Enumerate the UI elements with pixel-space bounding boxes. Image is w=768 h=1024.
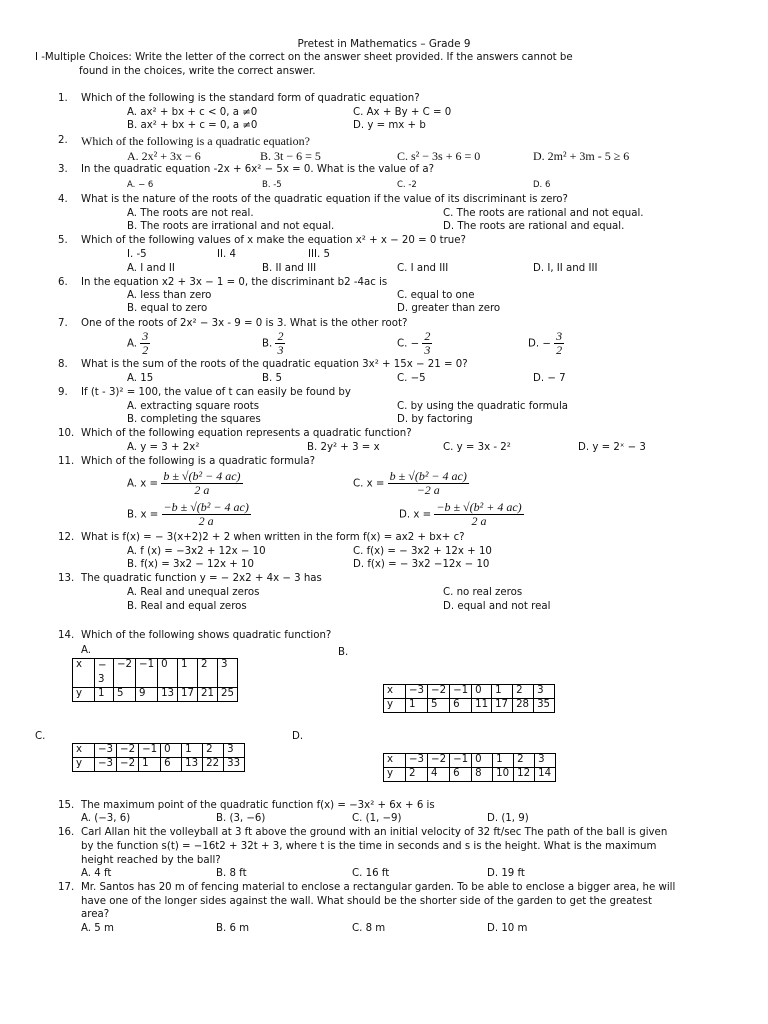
choice-d: D. The roots are rational and equal. <box>443 221 625 232</box>
table-cell: 2 <box>514 754 535 768</box>
value-ii: II. 4 <box>217 249 236 260</box>
denominator: −2 a <box>416 483 440 498</box>
choice-a: A. extracting square roots <box>127 401 260 412</box>
table-a <box>72 658 238 702</box>
table-row-y <box>384 767 556 781</box>
table-cell: −2 <box>117 757 139 771</box>
table-cell: y <box>384 698 406 712</box>
question-text-line1: Carl Allan hit the volleyball at 3 ft above the ground with an initial velocity of 32 ft/sec The path of the ball is given <box>81 827 668 838</box>
choice-c: C. equal to one <box>397 290 475 301</box>
table-cell: 17 <box>178 688 198 702</box>
choice-b: B. Real and equal zeros <box>127 601 247 612</box>
table-cell: −3 <box>95 744 117 758</box>
page-title: Pretest in Mathematics – Grade 9 <box>297 38 471 50</box>
table-cell: 1 <box>406 698 428 712</box>
question-number: 15. <box>58 800 75 811</box>
denominator: 3 <box>277 343 284 358</box>
table-cell: 35 <box>534 698 555 712</box>
choice-c: C. by using the quadratic formula <box>397 401 569 412</box>
question-number: 5. <box>58 235 68 246</box>
table-cell: 1 <box>95 688 114 702</box>
question-number: 4. <box>58 194 68 205</box>
choice-a: A. 15 <box>127 373 154 384</box>
table-cell: y <box>384 767 406 781</box>
choice-d: D. y = mx + b <box>353 120 426 131</box>
table-label-a: A. <box>81 645 92 656</box>
choice-c: C. 8 m <box>352 923 386 934</box>
table-cell: x <box>73 659 95 688</box>
question-text: If (t - 3)² = 100, the value of t can easily be found by <box>81 387 351 398</box>
table-cell: x <box>73 744 95 758</box>
question-number: 2. <box>58 135 68 146</box>
choice-a <box>127 330 150 357</box>
question-text: One of the roots of 2x² − 3x - 9 = 0 is 3. What is the other root? <box>81 318 408 329</box>
table-cell: 1 <box>139 757 161 771</box>
question-text: Which of the following shows quadratic function? <box>81 630 332 641</box>
choice-label: C. − <box>397 338 420 350</box>
choice-b: B. (3, −6) <box>216 813 266 824</box>
table-row-y <box>384 698 555 712</box>
question-text-line1: Mr. Santos has 20 m of fencing material to enclose a rectangular garden. To be able to enclose a bigger area, he will <box>81 882 676 893</box>
question-text-line3: area? <box>81 909 110 920</box>
numerator: 2 <box>277 329 284 343</box>
choice-d: D. − 7 <box>533 373 566 384</box>
question-number: 13. <box>58 573 75 584</box>
table-cell: 2 <box>198 659 218 688</box>
table-d <box>383 753 556 782</box>
table-cell: 1 <box>182 744 203 758</box>
question-text-line2: by the function s(t) = −16t2 + 32t + 3, where t is the time in seconds and s is the height. What is the maximum <box>81 841 657 852</box>
choice-b: B. 3t − 6 = 5 <box>260 149 321 163</box>
choice-d: D. 2m² + 3m - 5 ≥ 6 <box>533 149 630 163</box>
question-text: What is the nature of the roots of the quadratic equation if the value of its discriminant is zero? <box>81 194 568 205</box>
denominator: 3 <box>424 343 431 358</box>
question-number: 1. <box>58 93 68 104</box>
table-cell: 22 <box>203 757 224 771</box>
denominator: 2 <box>142 343 149 358</box>
numerator: b ± √(b² − 4 ac) <box>389 469 467 483</box>
choice-b: B. completing the squares <box>127 414 261 425</box>
table-row-x <box>384 685 555 699</box>
numerator: b ± √(b² − 4 ac) <box>163 469 241 483</box>
choice-d: D. y = 2ˣ − 3 <box>578 442 646 453</box>
value-i: I. -5 <box>127 249 147 260</box>
table-cell: 33 <box>224 757 245 771</box>
choice-label: D. − <box>528 338 551 350</box>
choice-c <box>353 470 469 497</box>
table-cell: −1 <box>139 744 161 758</box>
choice-d: D. equal and not real <box>443 601 551 612</box>
formula <box>434 501 523 528</box>
choice-a: A. y = 3 + 2x² <box>127 442 200 453</box>
table-cell: 6 <box>161 757 182 771</box>
table-c <box>72 743 245 772</box>
choice-c: C. I and III <box>397 263 449 274</box>
question-number: 17. <box>58 882 75 893</box>
table-cell: −3 <box>95 757 117 771</box>
table-cell: 0 <box>472 685 492 699</box>
question-text: In the equation x2 + 3x − 1 = 0, the discriminant b2 -4ac is <box>81 277 388 288</box>
question-text: In the quadratic equation -2x + 6x² − 5x = 0. What is the value of a? <box>81 164 434 175</box>
choice-b: B. 6 m <box>216 923 250 934</box>
choice-b: B. 5 <box>262 373 282 384</box>
table-cell: −2 <box>428 754 450 768</box>
question-number: 7. <box>58 318 68 329</box>
question-text: The maximum point of the quadratic function f(x) = −3x² + 6x + 6 is <box>81 800 435 811</box>
denominator: 2 a <box>471 514 487 529</box>
numerator: 2 <box>424 329 431 343</box>
choice-label: B. x = <box>127 509 159 521</box>
choice-label: C. x = <box>353 478 385 490</box>
choice-d: D. (1, 9) <box>487 813 529 824</box>
choice-c <box>397 330 432 357</box>
choice-c: C. no real zeros <box>443 587 523 598</box>
question-text: What is f(x) = − 3(x+2)2 + 2 when written in the form f(x) = ax2 + bx+ c? <box>81 532 465 543</box>
instructions-line1: I -Multiple Choices: Write the letter of the correct on the answer sheet provided. If the answers cannot be <box>35 52 573 63</box>
choice-b <box>127 501 251 528</box>
table-cell: −2 <box>117 744 139 758</box>
table-cell: −2 <box>428 685 450 699</box>
formula <box>388 470 469 497</box>
table-cell: 21 <box>198 688 218 702</box>
choice-d: D. f(x) = − 3x2 −12x − 10 <box>353 559 490 570</box>
table-cell: 8 <box>472 767 493 781</box>
choice-b <box>262 330 285 357</box>
table-cell: 4 <box>428 767 450 781</box>
table-cell: 0 <box>158 659 178 688</box>
table-cell: 0 <box>472 754 493 768</box>
choice-d: D. 19 ft <box>487 868 525 879</box>
table-cell: 0 <box>161 744 182 758</box>
table-cell: 3 <box>224 744 245 758</box>
formula <box>162 501 251 528</box>
question-text: Which of the following equation represents a quadratic function? <box>81 428 412 439</box>
numerator: 3 <box>556 329 563 343</box>
table-cell: x <box>384 754 406 768</box>
fraction <box>275 330 285 357</box>
numerator: −b ± √(b² + 4 ac) <box>436 500 522 514</box>
table-b <box>383 684 555 713</box>
table-row-y <box>73 688 238 702</box>
choice-d: D. greater than zero <box>397 303 501 314</box>
table-cell: 1 <box>493 754 514 768</box>
choice-c: C. -2 <box>397 180 417 190</box>
table-cell: 10 <box>493 767 514 781</box>
choice-a: A. The roots are not real. <box>127 208 254 219</box>
choice-label: B. <box>262 338 273 350</box>
choice-label: A. x = <box>127 478 159 490</box>
table-cell: 13 <box>182 757 203 771</box>
choice-c: C. The roots are rational and not equal. <box>443 208 644 219</box>
choice-d: D. I, II and III <box>533 263 598 274</box>
table-cell: 2 <box>513 685 534 699</box>
choice-d: D. 6 <box>533 180 551 190</box>
table-cell: 3 <box>535 754 556 768</box>
table-cell: −1 <box>450 754 472 768</box>
choice-a: A. less than zero <box>127 290 212 301</box>
table-row-x <box>73 659 238 688</box>
table-label-c: C. <box>35 731 46 742</box>
table-cell: 9 <box>136 688 158 702</box>
choice-label: D. x = <box>399 509 432 521</box>
table-cell: 28 <box>513 698 534 712</box>
question-text-line3: height reached by the ball? <box>81 855 221 866</box>
table-cell: 11 <box>472 698 492 712</box>
table-cell: −1 <box>136 659 158 688</box>
table-cell: 1 <box>492 685 513 699</box>
question-text: What is the sum of the roots of the quadratic equation 3x² + 15x − 21 = 0? <box>81 359 468 370</box>
choice-a: A. Real and unequal zeros <box>127 587 260 598</box>
table-cell: y <box>73 688 95 702</box>
table-cell: 2 <box>406 767 428 781</box>
table-cell: −1 <box>450 685 472 699</box>
table-cell: −3 <box>406 685 428 699</box>
formula <box>161 470 242 497</box>
choice-b: B. 2y² + 3 = x <box>307 442 380 453</box>
table-cell: −3 <box>406 754 428 768</box>
table-label-b: B. <box>338 647 349 658</box>
table-cell: y <box>73 757 95 771</box>
question-number: 12. <box>58 532 75 543</box>
choice-a: A. (−3, 6) <box>81 813 131 824</box>
question-text: Which of the following values of x make the equation x² + x − 20 = 0 true? <box>81 235 466 246</box>
denominator: 2 a <box>198 514 214 529</box>
choice-c: C. −5 <box>397 373 426 384</box>
question-number: 8. <box>58 359 68 370</box>
question-number: 14. <box>58 630 75 641</box>
choice-b: B. equal to zero <box>127 303 208 314</box>
choice-a: A. 5 m <box>81 923 114 934</box>
fraction <box>140 330 150 357</box>
choice-c: C. 16 ft <box>352 868 390 879</box>
choice-b: B. 8 ft <box>216 868 247 879</box>
choice-b: B. The roots are irrational and not equal. <box>127 221 335 232</box>
table-row-x <box>73 744 245 758</box>
denominator: 2 <box>556 343 563 358</box>
instructions-line2: found in the choices, write the correct answer. <box>79 66 316 77</box>
table-label-d: D. <box>292 731 304 742</box>
choice-d <box>528 330 564 357</box>
question-number: 6. <box>58 277 68 288</box>
question-number: 11. <box>58 456 75 467</box>
choice-label: A. <box>127 338 138 350</box>
table-cell: 17 <box>492 698 513 712</box>
choice-a: A. ax² + bx + c < 0, a ≠0 <box>127 107 258 118</box>
fraction <box>554 330 564 357</box>
table-cell: 25 <box>217 688 237 702</box>
table-cell: −2 <box>114 659 136 688</box>
choice-a: A. I and II <box>127 263 175 274</box>
choice-b: B. II and III <box>262 263 317 274</box>
choice-c: C. s² − 3s + 6 = 0 <box>397 149 481 163</box>
choice-d <box>399 501 524 528</box>
table-cell: 3 <box>217 659 237 688</box>
value-iii: III. 5 <box>308 249 330 260</box>
choice-b: B. -5 <box>262 180 282 190</box>
choice-a: A. − 6 <box>127 180 154 190</box>
table-cell: 5 <box>114 688 136 702</box>
choice-c: C. Ax + By + C = 0 <box>353 107 452 118</box>
table-row-y <box>73 757 245 771</box>
choice-a: A. 4 ft <box>81 868 112 879</box>
choice-a: A. 2x² + 3x − 6 <box>127 149 201 163</box>
numerator: −b ± √(b² − 4 ac) <box>163 500 249 514</box>
fraction <box>422 330 432 357</box>
denominator: 2 a <box>194 483 210 498</box>
table-cell: 14 <box>535 767 556 781</box>
question-number: 9. <box>58 387 68 398</box>
table-cell: 2 <box>203 744 224 758</box>
choice-b: B. f(x) = 3x2 − 12x + 10 <box>127 559 255 570</box>
choice-d: D. 10 m <box>487 923 528 934</box>
table-cell: 6 <box>450 698 472 712</box>
question-text-line2: have one of the longer sides against the wall. What should be the shorter side of the garden to get the greatest <box>81 896 652 907</box>
choice-b: B. ax² + bx + c = 0, a ≠0 <box>127 120 258 131</box>
question-number: 10. <box>58 428 75 439</box>
question-number: 16. <box>58 827 75 838</box>
choice-d: D. by factoring <box>397 414 473 425</box>
table-cell: 3 <box>534 685 555 699</box>
table-cell: 12 <box>514 767 535 781</box>
table-row-x <box>384 754 556 768</box>
table-cell: x <box>384 685 406 699</box>
question-text: Which of the following is a quadratic equation? <box>81 134 310 148</box>
numerator: 3 <box>142 329 149 343</box>
question-number: 3. <box>58 164 68 175</box>
question-text: Which of the following is the standard form of quadratic equation? <box>81 93 420 104</box>
choice-a <box>127 470 243 497</box>
choice-c: C. y = 3x - 2² <box>443 442 511 453</box>
table-cell: 1 <box>178 659 198 688</box>
choice-c: C. f(x) = − 3x2 + 12x + 10 <box>353 546 492 557</box>
table-cell: 13 <box>158 688 178 702</box>
question-text: Which of the following is a quadratic formula? <box>81 456 315 467</box>
table-cell: 5 <box>428 698 450 712</box>
table-cell: 6 <box>450 767 472 781</box>
choice-a: A. f (x) = −3x2 + 12x − 10 <box>127 546 266 557</box>
table-cell: − 3 <box>95 659 114 688</box>
choice-c: C. (1, −9) <box>352 813 402 824</box>
question-text: The quadratic function y = − 2x2 + 4x − 3 has <box>81 573 322 584</box>
